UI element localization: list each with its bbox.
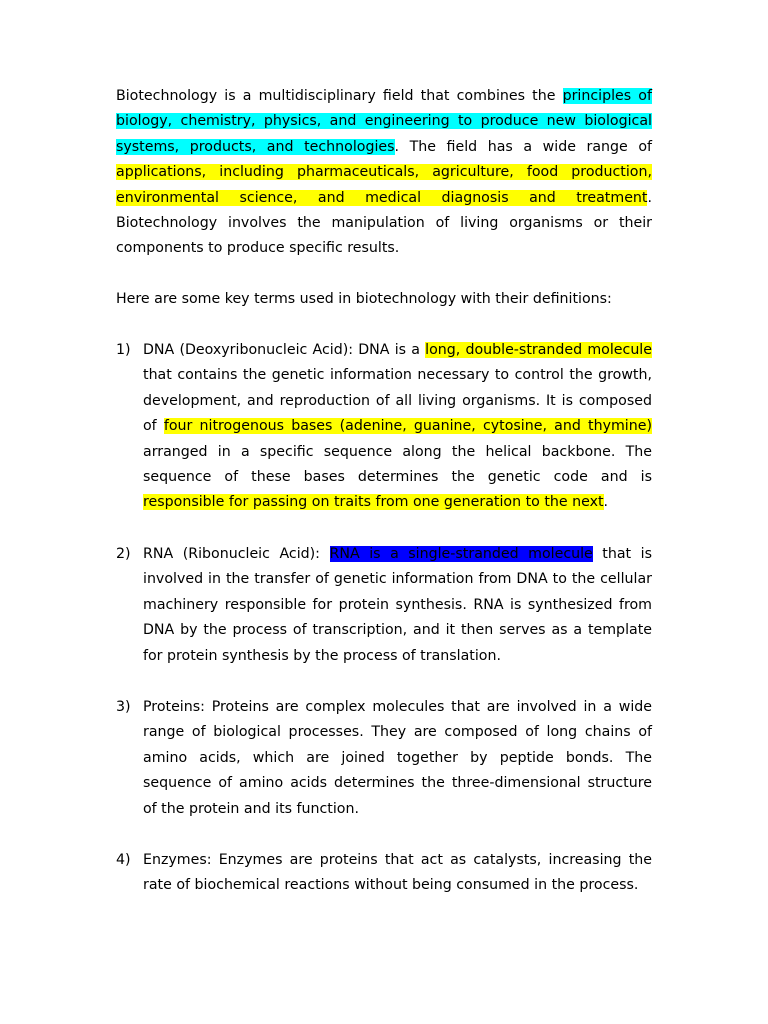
list-item-body: Proteins: Proteins are complex molecules that are involved in a wide range of biological processes. They are composed of long chains of amino acids, which are joined together by peptide bonds. The sequence of amino acids determines the three-dimensional structure of the protein and its function. [143, 699, 652, 817]
dna-text-2: that contains the genetic information necessary to control the growth, development, and reproduction of all living organisms. It is composed of [143, 367, 652, 435]
dna-highlight-1: long, double-stranded molecule [425, 342, 652, 358]
list-item [116, 848, 652, 899]
list-item [116, 542, 652, 669]
list-item-number: 4) [116, 852, 131, 868]
intro-text-1: Biotechnology is a multidisciplinary field that combines the [116, 88, 563, 104]
list-item-number: 2) [116, 546, 131, 562]
intro-paragraph [116, 84, 652, 262]
intro-highlight-cyan: principles of biology, chemistry, physics, and engineering to produce new biological systems, products, and technologies [116, 88, 652, 155]
dna-text-1: DNA (Deoxyribonucleic Acid): DNA is a [143, 342, 426, 358]
intro-text-3: . Biotechnology involves the manipulation of living organisms or their components to produce specific results. [116, 189, 652, 257]
intro-text-2: . The field has a wide range of [394, 138, 652, 155]
list-item [116, 695, 652, 822]
dna-text-3: arranged in a specific sequence along the helical backbone. The sequence of these bases determines the genetic code and is [143, 443, 652, 486]
list-item-body [143, 542, 652, 669]
dna-highlight-3: responsible for passing on traits from one generation to the next [143, 494, 604, 511]
list-item-body [143, 338, 652, 516]
intro-highlight-yellow: applications, including pharmaceuticals, agriculture, food production, environmental science, and medical diagnosis and treatment [116, 164, 652, 206]
rna-text-2: that is involved in the transfer of genetic information from DNA to the cellular machinery responsible for protein synthesis. RNA is synthesized from DNA by the process of transcription, and it then serves as a template for protein synthesis by the process of translation. [143, 546, 652, 664]
dna-text-4: . [603, 494, 609, 511]
list-item [116, 338, 652, 516]
list-item-body: Enzymes: Enzymes are proteins that act as catalysts, increasing the rate of biochemical reactions without being consumed in the process. [143, 852, 652, 894]
rna-text-1: RNA (Ribonucleic Acid): [143, 546, 330, 562]
rna-highlight-blue: RNA is a single-stranded molecule [329, 546, 593, 562]
list-item-number: 1) [116, 342, 131, 358]
lead-paragraph: Here are some key terms used in biotechnology with their definitions: [116, 291, 612, 307]
list-item-number: 3) [116, 699, 131, 715]
dna-highlight-2: four nitrogenous bases (adenine, guanine, cytosine, and thymine) [163, 418, 652, 435]
